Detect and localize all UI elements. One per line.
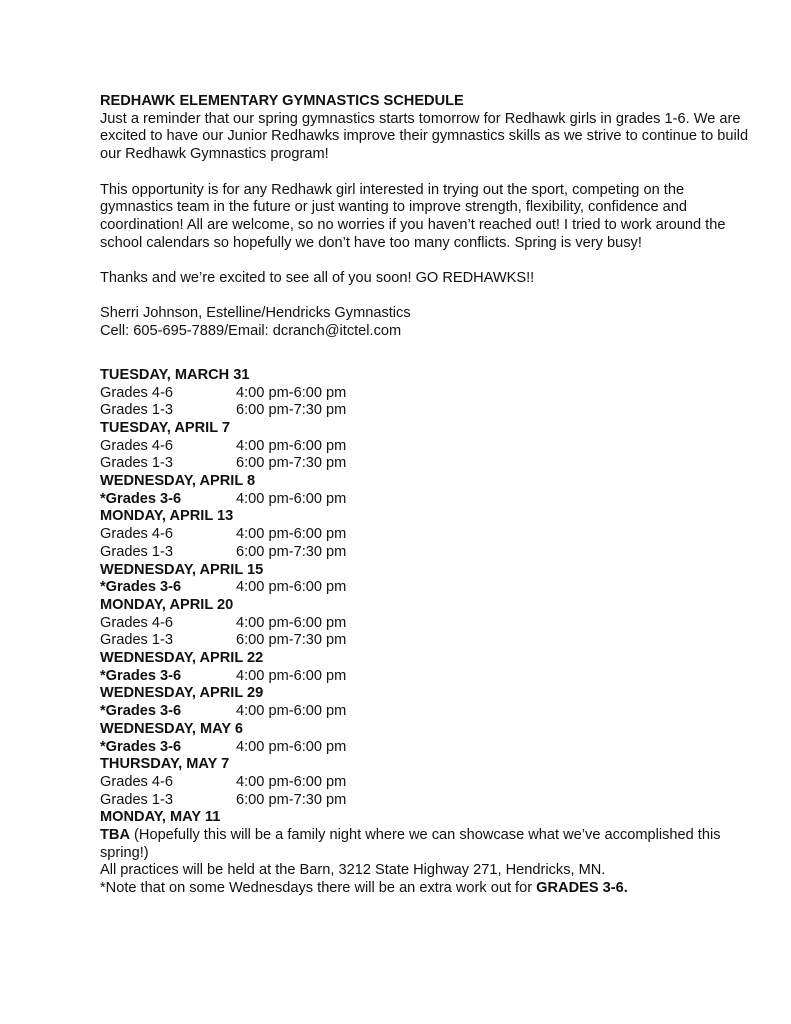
location-line: All practices will be held at the Barn, 3212 State Highway 271, Hendricks, MN.: [100, 862, 606, 879]
schedule-day-heading: MONDAY, APRIL 13: [100, 508, 234, 525]
schedule-slot: [100, 739, 760, 757]
schedule-slot: [100, 544, 760, 562]
note-bold: GRADES 3-6.: [536, 880, 628, 897]
slot-grade: *Grades 3-6: [100, 667, 182, 684]
tba-line: [100, 827, 760, 862]
slot-time: 6:00 pm-7:30 pm: [236, 543, 347, 560]
signature-block: [100, 305, 760, 340]
slot-grade: Grades 1-3: [100, 632, 174, 649]
slot-grade: Grades 1-3: [100, 402, 174, 419]
schedule-slot: [100, 792, 760, 810]
document-title: REDHAWK ELEMENTARY GYMNASTICS SCHEDULE: [100, 93, 464, 109]
slot-grade: Grades 1-3: [100, 791, 174, 808]
tba-label: TBA: [100, 827, 130, 844]
schedule-day-heading: WEDNESDAY, APRIL 29: [100, 685, 264, 702]
slot-time: 6:00 pm-7:30 pm: [236, 791, 347, 808]
schedule-slot: [100, 491, 760, 509]
slot-time: 6:00 pm-7:30 pm: [236, 632, 347, 649]
slot-time: 4:00 pm-6:00 pm: [236, 526, 347, 543]
document-page: [100, 93, 760, 898]
slot-time: 4:00 pm-6:00 pm: [236, 773, 347, 790]
slot-grade: Grades 4-6: [100, 614, 174, 631]
signature-name: Sherri Johnson, Estelline/Hendricks Gymnastics: [100, 305, 411, 322]
slot-time: 4:00 pm-6:00 pm: [236, 703, 347, 720]
closing-paragraph: Thanks and we’re excited to see all of you soon! GO REDHAWKS!!: [100, 270, 535, 286]
schedule-day-heading: MONDAY, MAY 11: [100, 809, 221, 826]
schedule-slot: [100, 402, 760, 420]
slot-grade: Grades 4-6: [100, 384, 174, 401]
schedule-slot: [100, 455, 760, 473]
tba-text: (Hopefully this will be a family night where we can showcase what we’ve accomplished this spring!): [100, 827, 721, 861]
schedule-day-heading: THURSDAY, MAY 7: [100, 756, 230, 773]
schedule-slot: [100, 438, 760, 456]
slot-time: 4:00 pm-6:00 pm: [236, 437, 347, 454]
slot-grade: Grades 1-3: [100, 455, 174, 472]
intro-paragraph: Just a reminder that our spring gymnastics starts tomorrow for Redhawk girls in grades 1-6. We are excited to have our Junior Redhawks improve their gymnastics skills as we strive to continue to build our Redhawk Gymnastics program!: [100, 110, 749, 163]
schedule-slot: [100, 526, 760, 544]
schedule-list: [100, 367, 760, 827]
note-text: *Note that on some Wednesdays there will be an extra work out for: [100, 880, 537, 897]
schedule-slot: [100, 774, 760, 792]
slot-grade: Grades 4-6: [100, 437, 174, 454]
slot-time: 6:00 pm-7:30 pm: [236, 455, 347, 472]
slot-time: 6:00 pm-7:30 pm: [236, 402, 347, 419]
schedule-day-heading: WEDNESDAY, MAY 6: [100, 720, 244, 737]
signature-contact: Cell: 605-695-7889/Email: dcranch@itctel.com: [100, 323, 402, 340]
slot-time: 4:00 pm-6:00 pm: [236, 384, 347, 401]
slot-grade: *Grades 3-6: [100, 703, 182, 720]
slot-grade: Grades 1-3: [100, 543, 174, 560]
schedule-slot: [100, 703, 760, 721]
schedule-slot: [100, 615, 760, 633]
slot-time: 4:00 pm-6:00 pm: [236, 579, 347, 596]
schedule-day-heading: TUESDAY, MARCH 31: [100, 366, 250, 383]
slot-grade: Grades 4-6: [100, 773, 174, 790]
schedule-slot: [100, 579, 760, 597]
schedule-day-heading: MONDAY, APRIL 20: [100, 596, 234, 613]
slot-time: 4:00 pm-6:00 pm: [236, 614, 347, 631]
schedule-day-heading: WEDNESDAY, APRIL 15: [100, 561, 264, 578]
slot-grade: Grades 4-6: [100, 526, 174, 543]
opportunity-paragraph: This opportunity is for any Redhawk girl interested in trying out the sport, competing on the gymnastics team in the future or just wanting to improve strength, flexibility, confidence and coordination! All are welcome, so no worries if you haven’t reached out! I tried to work around the school calendars so hopefully we don’t have too many conflicts. Spring is very busy!: [100, 181, 726, 251]
schedule-day-heading: TUESDAY, APRIL 7: [100, 419, 231, 436]
slot-grade: *Grades 3-6: [100, 490, 182, 507]
schedule-slot: [100, 632, 760, 650]
slot-grade: *Grades 3-6: [100, 738, 182, 755]
slot-time: 4:00 pm-6:00 pm: [236, 667, 347, 684]
slot-time: 4:00 pm-6:00 pm: [236, 490, 347, 507]
slot-time: 4:00 pm-6:00 pm: [236, 738, 347, 755]
note-line: [100, 880, 760, 898]
slot-grade: *Grades 3-6: [100, 579, 182, 596]
schedule-slot: [100, 385, 760, 403]
schedule-day-heading: WEDNESDAY, APRIL 8: [100, 473, 256, 490]
schedule-day-heading: WEDNESDAY, APRIL 22: [100, 650, 264, 667]
schedule-slot: [100, 668, 760, 686]
